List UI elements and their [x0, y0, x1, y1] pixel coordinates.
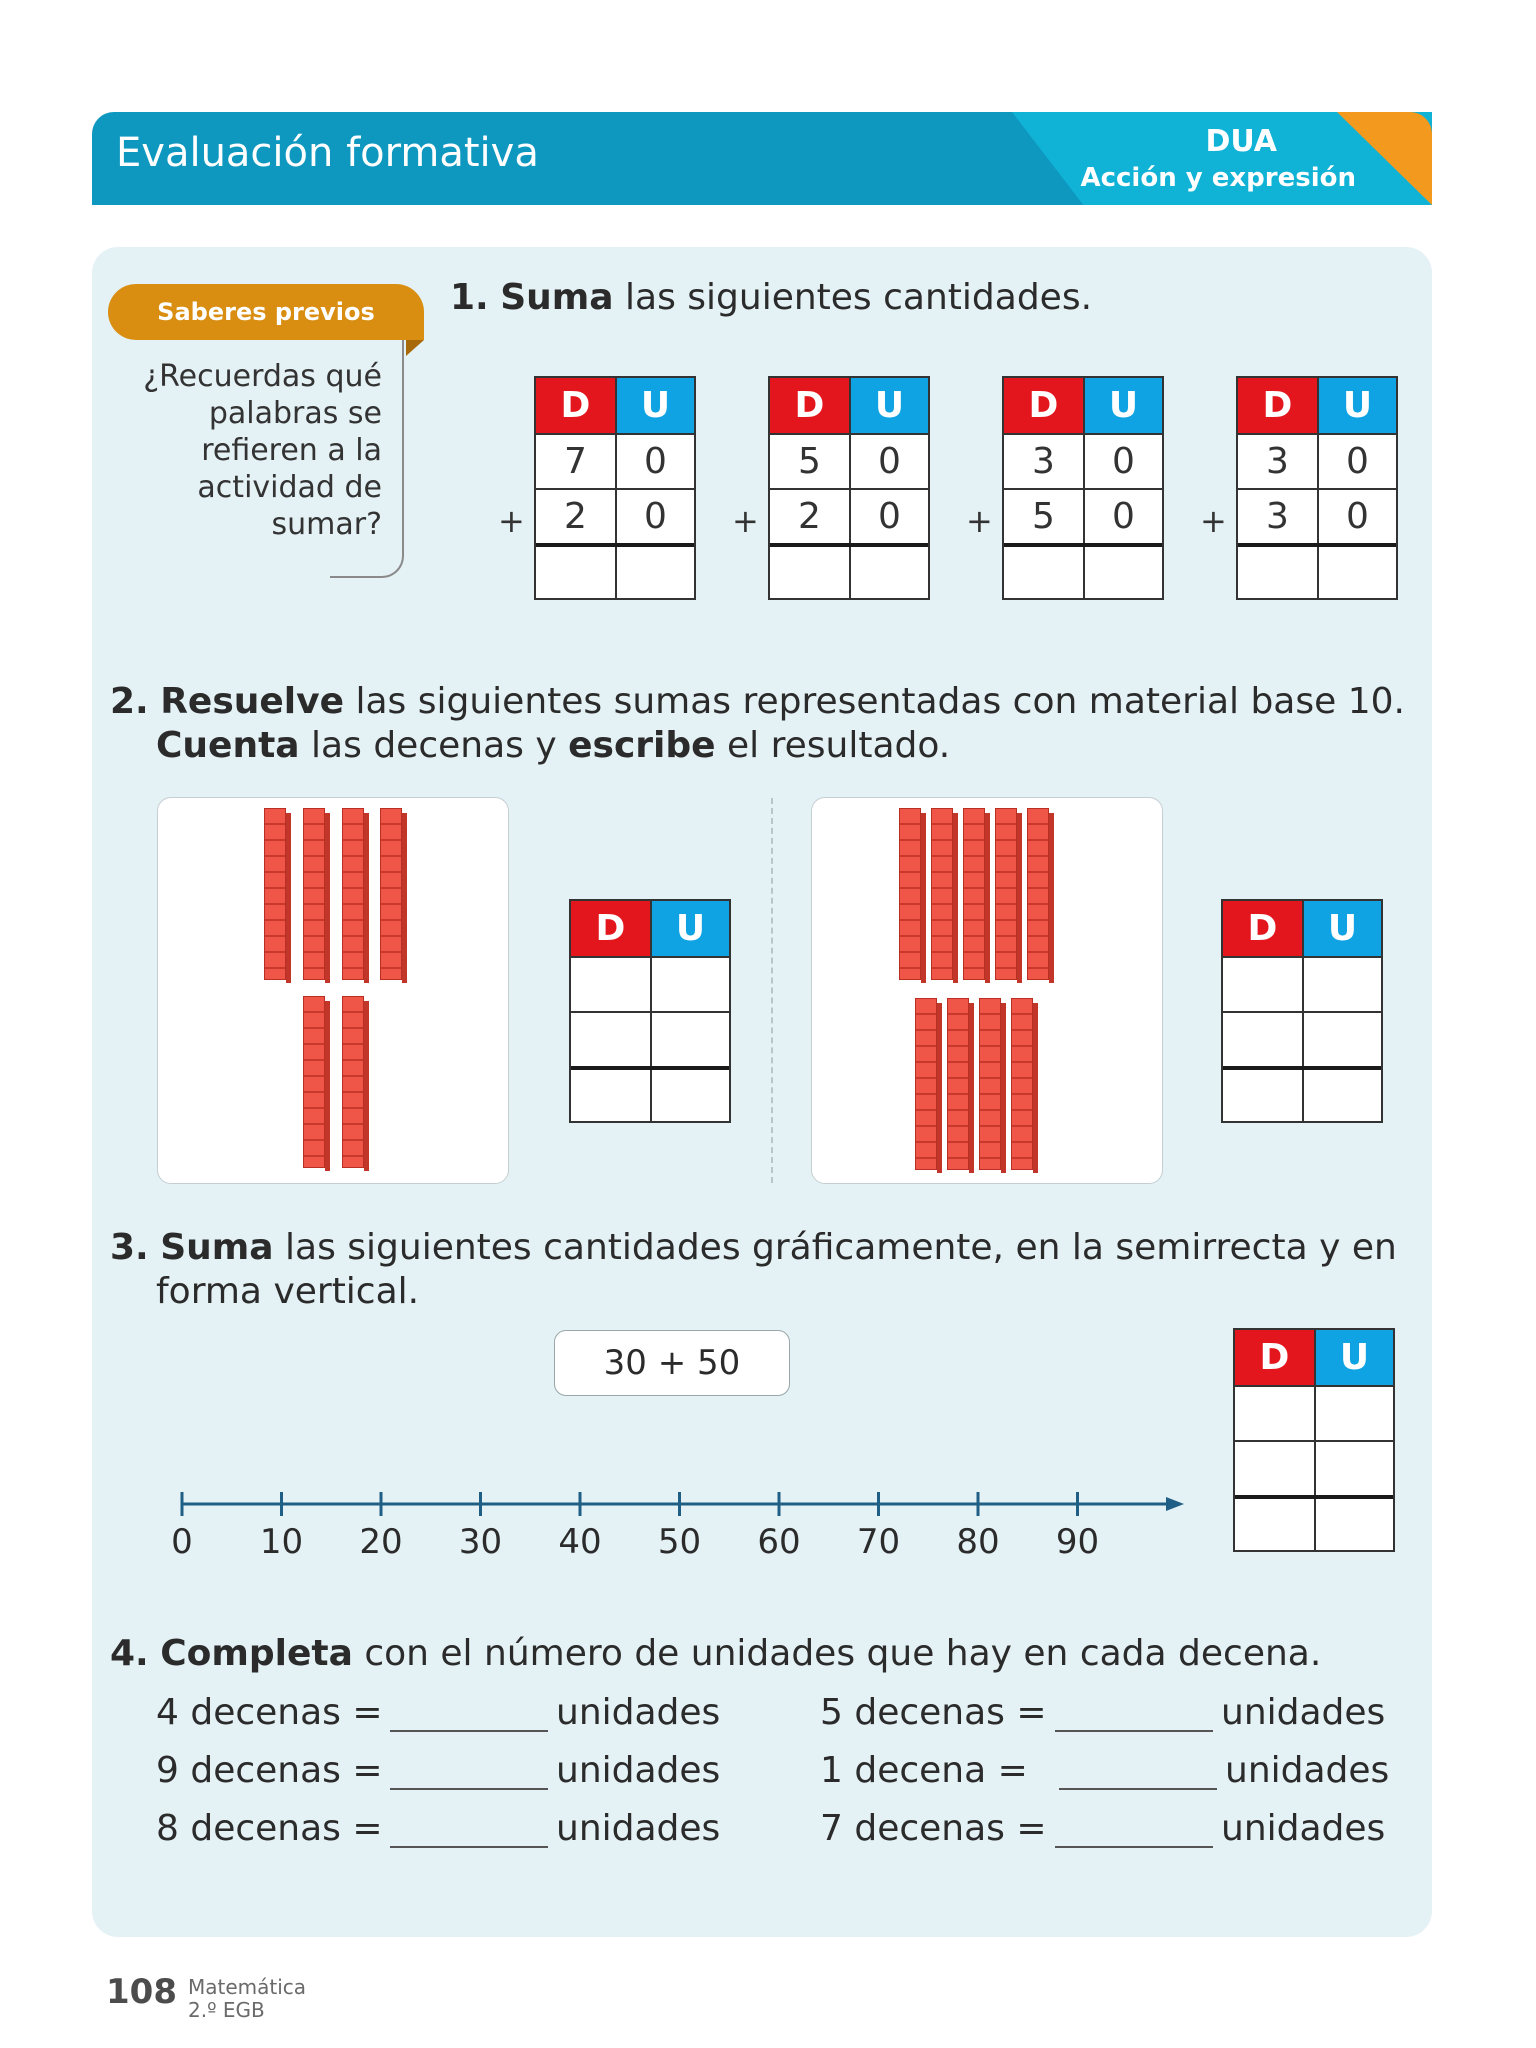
du-header — [571, 901, 729, 956]
saberes-line: palabras se — [208, 396, 382, 431]
du-table-q1 — [768, 376, 930, 600]
plus-sign: + — [732, 502, 759, 540]
dua-subtitle: Acción y expresión — [1080, 163, 1356, 193]
answer-cell[interactable] — [1223, 1013, 1302, 1066]
saberes-line: sumar? — [271, 507, 382, 542]
question-4 — [110, 1632, 1321, 1676]
units-header: U — [650, 901, 729, 956]
ten-rod — [899, 808, 921, 980]
du-result-row — [1223, 1066, 1381, 1121]
du-table-q3 — [1233, 1328, 1395, 1552]
question-verb: Suma — [160, 1227, 274, 1268]
tick-label: 40 — [558, 1522, 602, 1562]
dua-label: DUA — [1205, 124, 1277, 159]
digit-cell: 0 — [1083, 490, 1162, 543]
answer-cell[interactable] — [1314, 1499, 1393, 1550]
answer-cell[interactable] — [1223, 958, 1302, 1011]
du-result-row — [1004, 543, 1162, 598]
digit-cell: 0 — [615, 435, 694, 488]
du-header — [1238, 378, 1396, 433]
units-header: U — [1314, 1330, 1393, 1385]
du-row — [1238, 433, 1396, 488]
answer-cell[interactable] — [650, 1070, 729, 1121]
saberes-fold — [406, 340, 424, 356]
question-3-line-2 — [156, 1270, 419, 1314]
question-2-line-2 — [156, 724, 950, 768]
answer-cell[interactable] — [1235, 1499, 1314, 1550]
tens-header: D — [1004, 378, 1083, 433]
question-number: 1. — [450, 277, 489, 318]
saberes-question — [112, 358, 382, 543]
ten-rod — [303, 996, 325, 1168]
answer-cell[interactable] — [1235, 1442, 1314, 1495]
unit-word: unidades — [556, 1808, 721, 1849]
unit-word: unidades — [1221, 1692, 1386, 1733]
answer-blank[interactable] — [390, 1730, 548, 1732]
completion-label: 1 decena = — [820, 1750, 1028, 1791]
tick-label: 60 — [757, 1522, 801, 1562]
tens-header: D — [770, 378, 849, 433]
tens-header: D — [1223, 901, 1302, 956]
ten-rod — [963, 808, 985, 980]
digit-cell: 0 — [1317, 490, 1396, 543]
question-text: las siguientes sumas representadas con material base 10. — [344, 681, 1405, 722]
du-table-q2b — [1221, 899, 1383, 1123]
du-header — [1223, 901, 1381, 956]
du-result-row — [1238, 543, 1396, 598]
units-header: U — [1083, 378, 1162, 433]
ten-rod — [342, 808, 364, 980]
section-title: Evaluación formativa — [116, 130, 539, 176]
question-text: las siguientes cantidades gráficamente, en la semirrecta y en — [273, 1227, 1397, 1268]
answer-blank[interactable] — [1055, 1730, 1213, 1732]
du-row — [536, 488, 694, 543]
du-header — [536, 378, 694, 433]
du-table-q1 — [534, 376, 696, 600]
answer-cell[interactable] — [1238, 547, 1317, 598]
digit-cell: 5 — [1032, 496, 1055, 537]
tick-label: 10 — [259, 1522, 304, 1562]
du-table-q1 — [1236, 376, 1398, 600]
tens-header: D — [1238, 378, 1317, 433]
answer-cell[interactable] — [1235, 1387, 1314, 1440]
du-result-row — [536, 543, 694, 598]
du-result-row — [770, 543, 928, 598]
ten-rod — [947, 998, 969, 1170]
ten-rod — [380, 808, 402, 980]
question-verb: Completa — [160, 1633, 353, 1674]
answer-cell[interactable] — [615, 547, 694, 598]
completion-label: 5 decenas = — [820, 1692, 1047, 1733]
digit-cell: 2 — [564, 496, 587, 537]
question-text: el resultado. — [715, 725, 951, 766]
answer-cell[interactable] — [1302, 1013, 1381, 1066]
question-verb: Resuelve — [160, 681, 345, 722]
question-verb: Suma — [500, 277, 614, 318]
question-number: 2. — [110, 681, 149, 722]
plus-sign: + — [1200, 502, 1227, 540]
units-header: U — [615, 378, 694, 433]
arrow-head-icon — [1166, 1497, 1184, 1511]
digit-cell: 2 — [798, 496, 821, 537]
answer-cell[interactable] — [571, 1013, 650, 1066]
digit-cell: 3 — [1266, 496, 1289, 537]
du-header — [770, 378, 928, 433]
digit-cell: 0 — [1317, 435, 1396, 488]
ten-rod — [264, 808, 286, 980]
question-number: 4. — [110, 1633, 149, 1674]
base10-box-2 — [811, 797, 1163, 1184]
plus-sign: + — [498, 502, 525, 540]
question-verb: Cuenta — [156, 725, 300, 766]
answer-cell[interactable] — [1004, 547, 1083, 598]
digit-cell: 0 — [1083, 435, 1162, 488]
unit-word: unidades — [1225, 1750, 1390, 1791]
du-row — [770, 433, 928, 488]
completion-label: 4 decenas = — [156, 1692, 383, 1733]
answer-cell[interactable] — [1302, 958, 1381, 1011]
units-header: U — [1302, 901, 1381, 956]
du-row — [1223, 956, 1381, 1011]
answer-cell[interactable] — [536, 547, 615, 598]
answer-cell[interactable] — [571, 958, 650, 1011]
question-3-line-1 — [110, 1226, 1397, 1270]
completion-label: 7 decenas = — [820, 1808, 1047, 1849]
question-text: forma vertical. — [156, 1271, 420, 1312]
du-result-row — [1235, 1495, 1393, 1550]
grade-label: 2.º EGB — [188, 1998, 265, 2022]
saberes-line: refieren a la — [201, 433, 382, 468]
tens-header: D — [536, 378, 615, 433]
du-result-row — [571, 1066, 729, 1121]
digit-cell: 3 — [1032, 441, 1055, 482]
answer-blank[interactable] — [1055, 1846, 1213, 1848]
answer-cell[interactable] — [571, 1070, 650, 1121]
expression-box: 30 + 50 — [554, 1330, 790, 1396]
plus-sign: + — [966, 502, 993, 540]
units-header: U — [849, 378, 928, 433]
digit-cell: 7 — [564, 441, 587, 482]
units-header: U — [1317, 378, 1396, 433]
page-number: 108 — [106, 1972, 177, 2012]
du-row — [571, 956, 729, 1011]
answer-cell[interactable] — [1302, 1070, 1381, 1121]
question-1 — [450, 276, 1092, 320]
divider-dashed — [771, 798, 773, 1183]
tick-label: 50 — [657, 1522, 702, 1562]
subject-label: Matemática — [188, 1975, 307, 1999]
base10-box-1 — [157, 797, 509, 1184]
du-row — [536, 433, 694, 488]
saberes-previos-tab: Saberes previos — [108, 284, 424, 340]
question-text: con el número de unidades que hay en cada decena. — [352, 1633, 1322, 1674]
answer-cell[interactable] — [1317, 547, 1396, 598]
digit-cell: 0 — [615, 490, 694, 543]
question-number: 3. — [110, 1227, 149, 1268]
du-row — [1235, 1440, 1393, 1495]
page-meta — [188, 1976, 306, 2022]
answer-cell[interactable] — [650, 958, 729, 1011]
digit-cell: 0 — [849, 435, 928, 488]
answer-blank[interactable] — [390, 1788, 548, 1790]
ten-rod — [1011, 998, 1033, 1170]
question-text: las decenas y — [299, 725, 569, 766]
answer-blank[interactable] — [1059, 1788, 1217, 1790]
tens-header: D — [571, 901, 650, 956]
answer-cell[interactable] — [1083, 547, 1162, 598]
tick-label: 90 — [1055, 1522, 1100, 1562]
answer-cell[interactable] — [770, 547, 849, 598]
tick-label: 20 — [359, 1522, 403, 1562]
ten-rod — [931, 808, 953, 980]
du-header — [1235, 1330, 1393, 1385]
section-header — [92, 112, 1432, 205]
answer-cell[interactable] — [650, 1013, 729, 1066]
du-row — [1223, 1011, 1381, 1066]
unit-word: unidades — [556, 1750, 721, 1791]
digit-cell: 3 — [1266, 441, 1289, 482]
tens-header: D — [1235, 1330, 1314, 1385]
ten-rod — [979, 998, 1001, 1170]
tick-label: 30 — [458, 1522, 503, 1562]
unit-word: unidades — [556, 1692, 721, 1733]
ten-rod — [915, 998, 937, 1170]
du-row — [770, 488, 928, 543]
ten-rod — [995, 808, 1017, 980]
answer-cell[interactable] — [1314, 1442, 1393, 1495]
tick-label: 80 — [956, 1522, 1000, 1562]
ten-rod — [342, 996, 364, 1168]
tick-label: 70 — [856, 1522, 901, 1562]
answer-cell[interactable] — [849, 547, 928, 598]
ten-rod — [1027, 808, 1049, 980]
du-row — [1238, 488, 1396, 543]
du-row — [1004, 488, 1162, 543]
du-table-q1 — [1002, 376, 1164, 600]
du-table-q2a — [569, 899, 731, 1123]
answer-cell[interactable] — [1223, 1070, 1302, 1121]
du-row — [1004, 433, 1162, 488]
tick-label: 0 — [171, 1522, 193, 1562]
du-header — [1004, 378, 1162, 433]
du-row — [571, 1011, 729, 1066]
ten-rod — [303, 808, 325, 980]
digit-cell: 5 — [798, 441, 821, 482]
answer-blank[interactable] — [390, 1846, 548, 1848]
digit-cell: 0 — [849, 490, 928, 543]
question-2-line-1 — [110, 680, 1405, 724]
completion-label: 8 decenas = — [156, 1808, 383, 1849]
answer-cell[interactable] — [1314, 1387, 1393, 1440]
question-verb: escribe — [568, 725, 716, 766]
saberes-line: actividad de — [197, 470, 382, 505]
completion-label: 9 decenas = — [156, 1750, 383, 1791]
du-row — [1235, 1385, 1393, 1440]
unit-word: unidades — [1221, 1808, 1386, 1849]
question-text: las siguientes cantidades. — [613, 277, 1093, 318]
saberes-line: ¿Recuerdas qué — [143, 359, 382, 394]
